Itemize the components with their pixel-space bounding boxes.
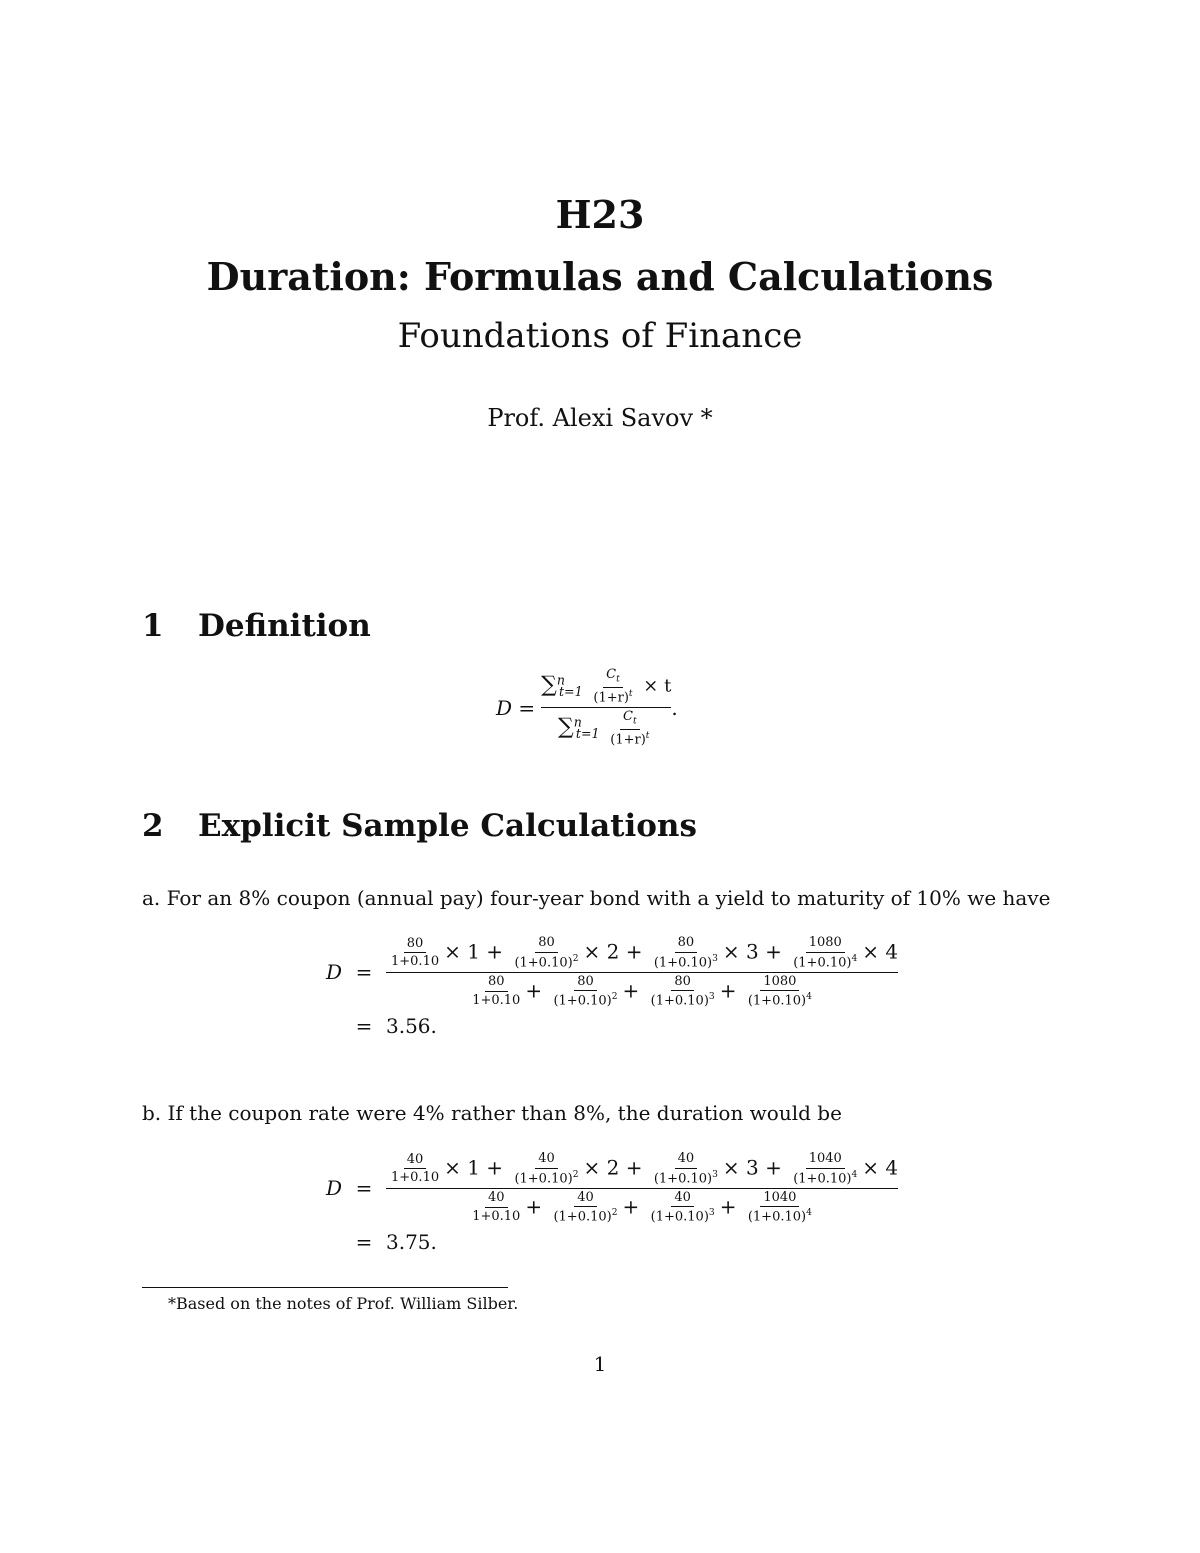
term-denominator: (1+r) (610, 732, 646, 748)
footnote: *Based on the notes of Prof. William Silber. (168, 1294, 519, 1313)
equals-sign: = (355, 1176, 373, 1201)
document-title: Duration: Formulas and Calculations (206, 254, 994, 299)
section-heading-sample-calculations (142, 808, 697, 844)
equals-sign: = (355, 1230, 373, 1255)
equation-lhs: D (325, 1176, 342, 1201)
term-exponent: t (628, 689, 633, 700)
formula-lhs: D = (496, 695, 536, 720)
term-subscript: t (633, 716, 637, 727)
fraction-denominator: $\frac{40}{1+0.10}$ + $\frac{40}{(1+0.10)^2}$ + $\frac{40}{(1+0.10)^3}$ + $\frac{1040}{(1+0.10)^4}$ (472, 1189, 812, 1225)
duration-fraction (386, 936, 898, 1008)
duration-definition-formula (496, 668, 678, 747)
sum-upper: n (573, 714, 582, 730)
times-t: × t (643, 675, 672, 697)
section-number: 2 (142, 808, 164, 844)
page-number: 1 (593, 1352, 607, 1376)
equals-sign: = (355, 1014, 373, 1039)
section-heading-definition (142, 608, 371, 644)
equals-sign: = (355, 960, 373, 985)
definition-fraction (541, 668, 671, 747)
term-denominator: (1+r) (593, 690, 629, 706)
example-b-text: b. If the coupon rate were 4% rather than 8%, the duration would be (142, 1101, 842, 1125)
formula-period: . (671, 695, 678, 720)
section-number: 1 (142, 608, 164, 644)
duration-fraction (386, 1152, 898, 1224)
document-code: H23 (555, 192, 645, 237)
term-exponent: t (645, 731, 650, 742)
definition-numerator: ∑$^n_{t=1}$ $\frac{C_t}{(1+r)^t}$ × t (541, 668, 671, 708)
fraction-numerator: $\frac{40}{1+0.10}$ × 1 + $\frac{40}{(1+0.10)^2}$ × 2 + $\frac{40}{(1+0.10)^3}$ × 3 + $\frac{1040}{(1+0.10)^4}$ × 4 (386, 1152, 898, 1189)
term-numerator: C (606, 667, 617, 682)
example-a-equation (300, 936, 940, 1038)
example-a-result: 3.56. (386, 1014, 437, 1039)
sum-upper: n (556, 672, 565, 688)
equation-lhs: D (325, 960, 342, 985)
example-b-equation (300, 1152, 940, 1254)
fraction-numerator: $\frac{80}{1+0.10}$ × 1 + $\frac{80}{(1+0.10)^2}$ × 2 + $\frac{80}{(1+0.10)^3}$ × 3 + $\frac{1080}{(1+0.10)^4}$ × 4 (386, 936, 898, 973)
term-numerator: C (623, 709, 633, 725)
footnote-rule (142, 1287, 508, 1288)
example-b-result: 3.75. (386, 1230, 437, 1255)
fraction-denominator: $\frac{80}{1+0.10}$ + $\frac{80}{(1+0.10)^2}$ + $\frac{80}{(1+0.10)^3}$ + $\frac{1080}{(1+0.10)^4}$ (472, 973, 812, 1009)
author-line: Prof. Alexi Savov * (487, 404, 713, 432)
section-title: Definition (198, 608, 371, 644)
sum-lower: t=1 (575, 726, 600, 742)
section-title: Explicit Sample Calculations (198, 808, 697, 844)
term-subscript: t (616, 674, 620, 685)
sum-lower: t=1 (559, 684, 583, 700)
definition-denominator: ∑$^n_{t=1}$ $\frac{C_t}{(1+r)^t}$ (558, 709, 650, 748)
document-subtitle: Foundations of Finance (397, 316, 803, 356)
example-a-text: a. For an 8% coupon (annual pay) four-year bond with a yield to maturity of 10% we have (142, 886, 1051, 910)
